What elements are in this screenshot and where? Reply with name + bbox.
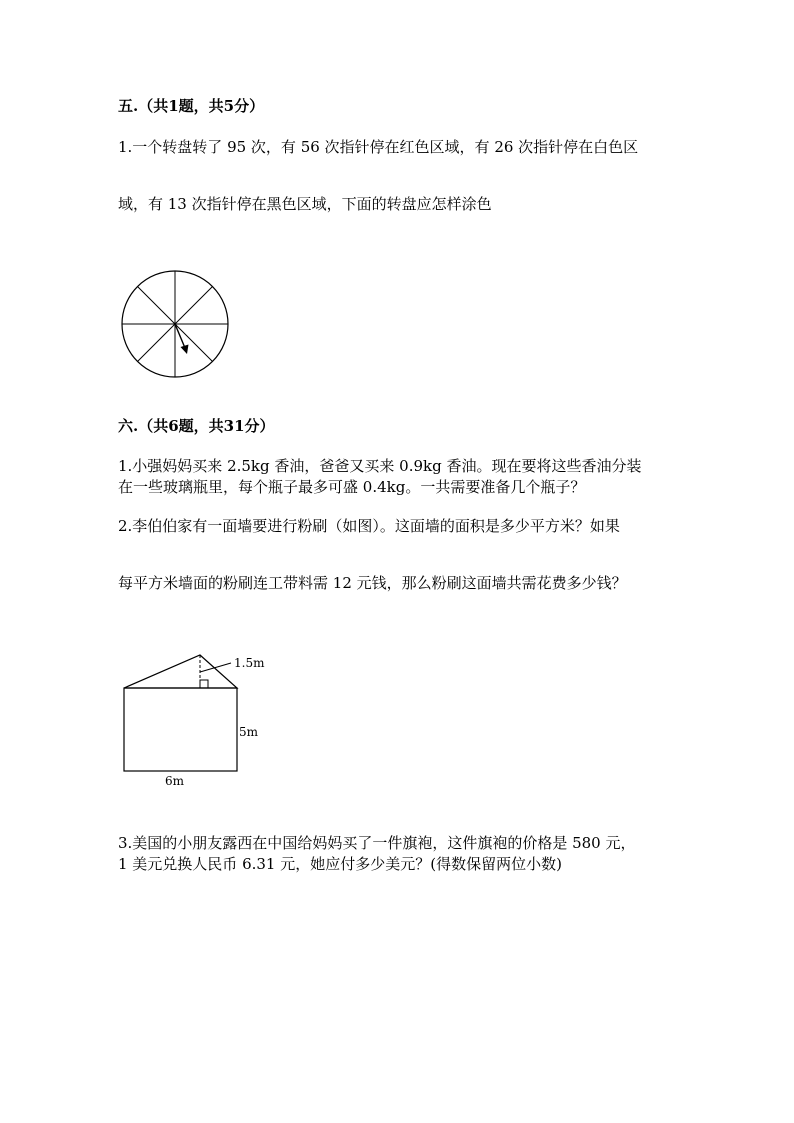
wall-base-label: 6m <box>165 774 185 788</box>
right-angle-mark <box>200 680 208 688</box>
wall-rectangle <box>124 688 237 771</box>
section5-q1-line1: 1.一个转盘转了 95 次，有 56 次指针停在红色区域，有 26 次指针停在白色区 <box>118 138 639 156</box>
section6-q3-line2: 1 美元兑换人民币 6.31 元，她应付多少美元？(得数保留两位小数) <box>118 855 562 873</box>
section5-heading: 五.（共1题，共5分） <box>118 97 265 115</box>
section6-q3-line1: 3.美国的小朋友露西在中国给妈妈买了一件旗袍，这件旗袍的价格是 580 元， <box>118 834 636 852</box>
height-label-leader <box>200 663 231 672</box>
spinner-figure <box>118 268 232 384</box>
wall-height-label: 1.5m <box>234 656 265 670</box>
section5-q1-line2: 域，有 13 次指针停在黑色区域，下面的转盘应怎样涂色 <box>118 195 492 213</box>
section6-heading: 六.（共6题，共31分） <box>118 417 275 435</box>
wall-triangle <box>124 655 237 688</box>
section6-q2-line1: 2.李伯伯家有一面墙要进行粉刷（如图）。这面墙的面积是多少平方米？如果 <box>118 517 620 535</box>
wall-figure <box>118 645 248 775</box>
section6-q2-line2: 每平方米墙面的粉刷连工带料需 12 元钱，那么粉刷这面墙共需花费多少钱？ <box>118 574 627 592</box>
section6-q1-line1: 1.小强妈妈买来 2.5kg 香油，爸爸又买来 0.9kg 香油。现在要将这些香油分装 <box>118 457 642 475</box>
wall-side-label: 5m <box>239 725 259 739</box>
section6-q1-line2: 在一些玻璃瓶里，每个瓶子最多可盛 0.4kg。一共需要准备几个瓶子？ <box>118 478 586 496</box>
